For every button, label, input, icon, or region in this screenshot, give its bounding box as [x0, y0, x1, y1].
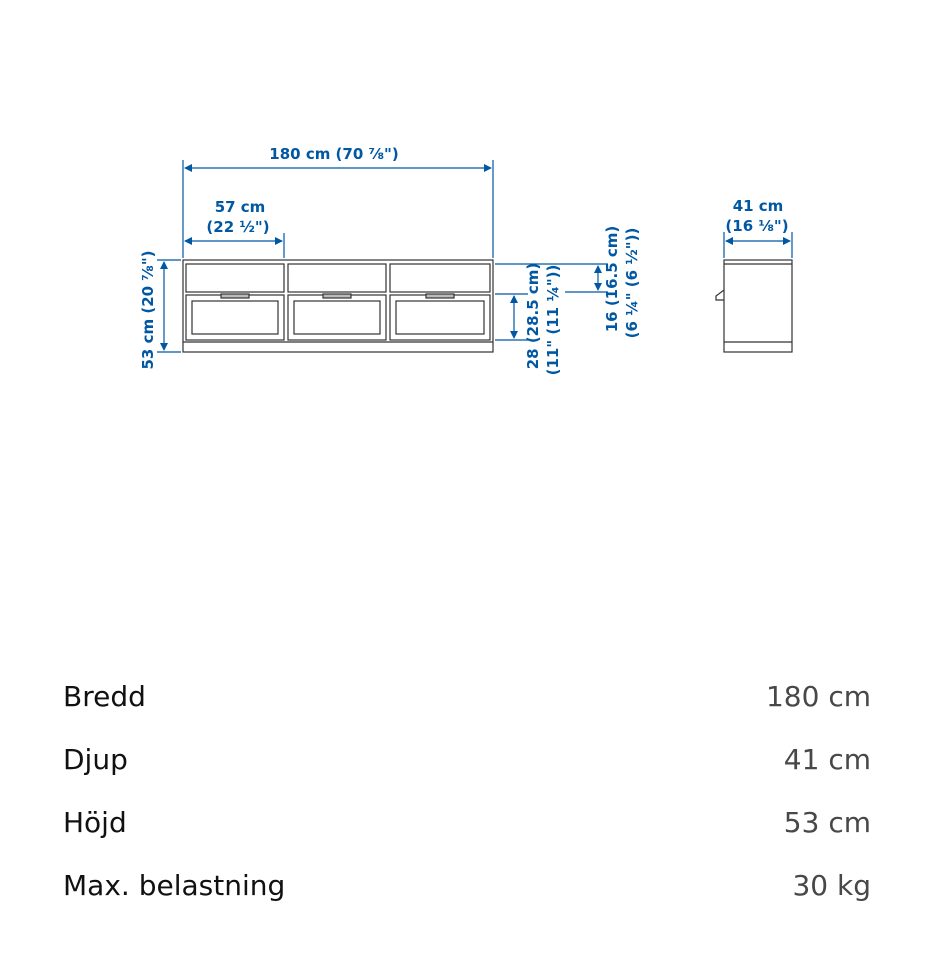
- spec-row-height: [63, 806, 871, 869]
- opening-height-in-label: (11" (11 ¼")): [544, 264, 562, 376]
- spec-value: 41 cm: [783, 743, 871, 776]
- spec-label: Djup: [63, 743, 128, 776]
- spec-label: Höjd: [63, 806, 127, 839]
- section-width-in-label: (22 ½"): [206, 218, 270, 236]
- spec-value: 30 kg: [792, 869, 871, 902]
- opening-height-cm-label: 28 (28.5 cm): [524, 262, 542, 370]
- spec-label: Max. belastning: [63, 869, 286, 902]
- section-width-cm-label: 57 cm: [214, 198, 266, 216]
- side-view: [716, 260, 792, 352]
- spec-row-depth: [63, 743, 871, 806]
- depth-in-label: (16 ⅛"): [725, 217, 789, 235]
- drawer-height-in-label: (6 ¼" (6 ½")): [623, 227, 641, 339]
- spec-value: 53 cm: [783, 806, 871, 839]
- height-label: 53 cm (20 ⅞"): [139, 250, 157, 370]
- front-view: [183, 260, 493, 352]
- spec-row-max-load: [63, 869, 871, 932]
- width-label: 180 cm (70 ⅞"): [269, 145, 399, 163]
- spec-value: 180 cm: [765, 680, 871, 713]
- spec-label: Bredd: [63, 680, 146, 713]
- depth-cm-label: 41 cm: [732, 197, 784, 215]
- spec-row-width: [63, 680, 871, 743]
- drawer-height-cm-label: 16 (16.5 cm): [603, 225, 621, 333]
- specifications-list: [63, 680, 871, 932]
